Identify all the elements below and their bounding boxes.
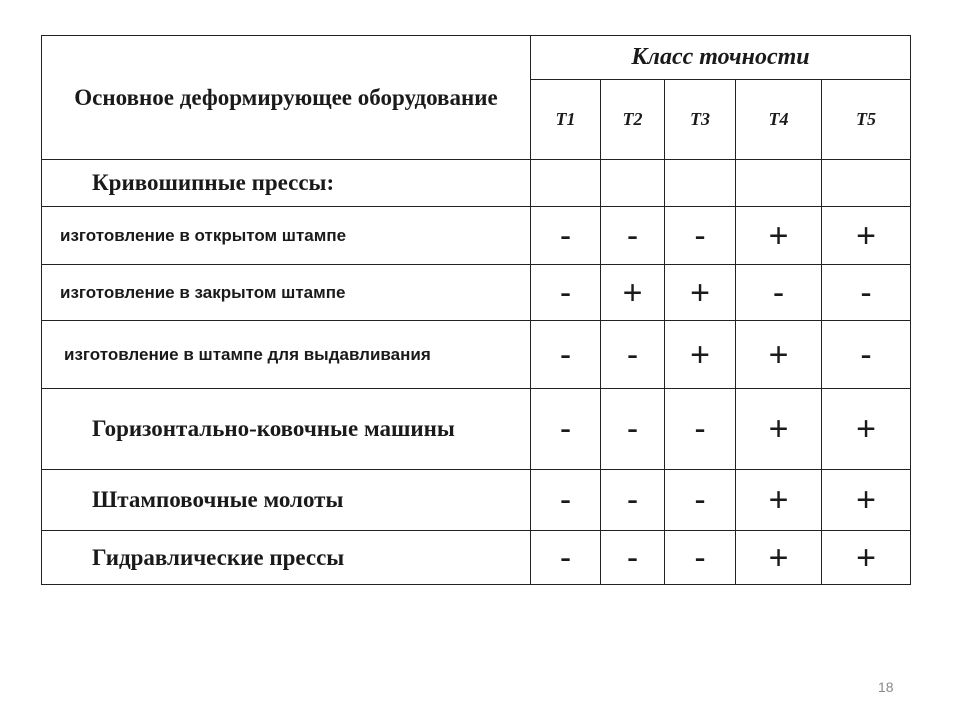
empty-cell: [736, 160, 822, 207]
mark-cell: +: [665, 265, 736, 321]
mark-cell: -: [531, 321, 601, 389]
mark-cell: +: [665, 321, 736, 389]
mark-cell: -: [601, 321, 665, 389]
mark-cell: +: [736, 389, 822, 470]
mark-cell: +: [601, 265, 665, 321]
table-row: [42, 207, 911, 265]
row-name: изготовление в открытом штампе: [42, 207, 531, 265]
row-name: изготовление в закрытом штампе: [42, 265, 531, 321]
row-name: Штамповочные молоты: [42, 470, 531, 531]
header-class-t4: Т4: [736, 80, 822, 160]
header-class-t2: Т2: [601, 80, 665, 160]
mark-cell: +: [822, 470, 911, 531]
mark-cell: +: [736, 207, 822, 265]
header-accuracy-class: Класс точности: [531, 36, 911, 80]
empty-cell: [665, 160, 736, 207]
mark-cell: +: [822, 207, 911, 265]
mark-cell: +: [822, 531, 911, 585]
mark-cell: -: [531, 470, 601, 531]
mark-cell: -: [531, 531, 601, 585]
empty-cell: [601, 160, 665, 207]
header-class-t5: Т5: [822, 80, 911, 160]
equipment-accuracy-table: [41, 35, 911, 585]
mark-cell: +: [822, 389, 911, 470]
mark-cell: -: [531, 265, 601, 321]
empty-cell: [822, 160, 911, 207]
mark-cell: -: [601, 531, 665, 585]
row-name: Гидравлические прессы: [42, 531, 531, 585]
table-row: [42, 160, 911, 207]
row-name: Горизонтально-ковочные машины: [42, 389, 531, 470]
mark-cell: -: [822, 321, 911, 389]
mark-cell: -: [665, 207, 736, 265]
mark-cell: -: [665, 531, 736, 585]
table-row: [42, 389, 911, 470]
table-row: [42, 531, 911, 585]
table-row: [42, 321, 911, 389]
section-title: Кривошипные прессы:: [42, 160, 531, 207]
mark-cell: -: [601, 207, 665, 265]
slide-number: 18: [878, 679, 894, 695]
mark-cell: -: [601, 389, 665, 470]
row-name: изготовление в штампе для выдавливания: [42, 321, 531, 389]
mark-cell: +: [736, 321, 822, 389]
table-row: [42, 265, 911, 321]
mark-cell: -: [665, 389, 736, 470]
mark-cell: -: [822, 265, 911, 321]
mark-cell: -: [531, 389, 601, 470]
header-class-t3: Т3: [665, 80, 736, 160]
mark-cell: -: [601, 470, 665, 531]
mark-cell: -: [665, 470, 736, 531]
header-class-t1: Т1: [531, 80, 601, 160]
mark-cell: -: [736, 265, 822, 321]
empty-cell: [531, 160, 601, 207]
table-row: [42, 470, 911, 531]
mark-cell: -: [531, 207, 601, 265]
header-equipment: Основное деформирующее оборудование: [42, 36, 531, 160]
mark-cell: +: [736, 531, 822, 585]
mark-cell: +: [736, 470, 822, 531]
